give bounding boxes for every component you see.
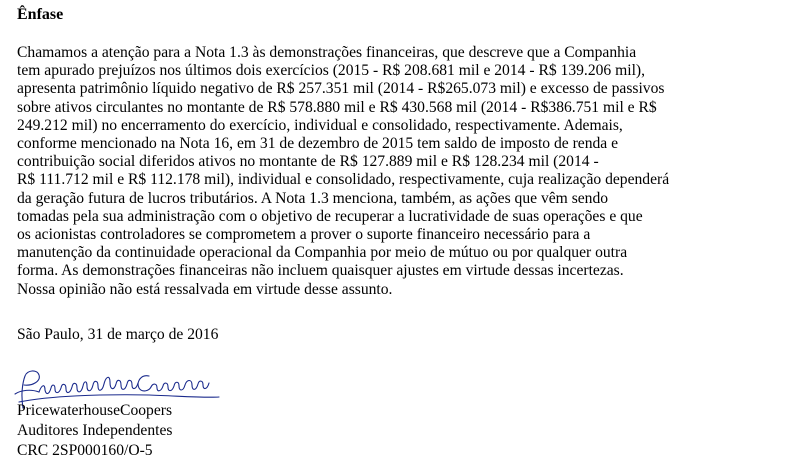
paragraph-line: sobre ativos circulantes no montante de R$ 578.880 mil e R$ 430.568 mil (2014 - R$386.751 mil e R$ [17, 98, 657, 116]
section-heading: Ênfase [17, 6, 64, 23]
paragraph-line: R$ 111.712 mil e R$ 112.178 mil), individual e consolidado, respectivamente, cuja realização dependerá [17, 171, 670, 189]
emphasis-paragraph [17, 44, 785, 299]
paragraph-line: tem apurado prejuízos nos últimos dois exercícios (2015 - R$ 208.681 mil e 2014 - R$ 139.206 mil), [17, 62, 645, 80]
firm-registration: CRC 2SP000160/O-5 [17, 442, 153, 459]
paragraph-line: contribuição social diferidos ativos no montante de R$ 127.889 mil e R$ 128.234 mil (2014 - [17, 153, 599, 171]
paragraph-line: da geração futura de lucros tributários. A Nota 1.3 menciona, também, as ações que vêm sendo [17, 189, 609, 207]
paragraph-line: 249.212 mil) no encerramento do exercício, individual e consolidado, respectivamente. Ademais, [17, 116, 623, 134]
place-date-line: São Paulo, 31 de março de 2016 [17, 326, 219, 343]
firm-name: PricewaterhouseCoopers [17, 402, 173, 419]
paragraph-line: forma. As demonstrações financeiras não incluem quaisquer ajustes em virtude dessas incertezas. [17, 262, 624, 280]
paragraph-line: tomadas pela sua administração com o objetivo de recuperar a lucratividade de suas operações e que [17, 207, 643, 225]
paragraph-line: Nossa opinião não está ressalvada em virtude desse assunto. [17, 280, 393, 298]
paragraph-line: apresenta patrimônio líquido negativo de R$ 257.351 mil (2014 - R$265.073 mil) e excesso de passivos [17, 80, 665, 98]
paragraph-line: Chamamos a atenção para a Nota 1.3 às demonstrações financeiras, que descreve que a Companhia [17, 44, 637, 61]
paragraph-line: os acionistas controladores se comprometem a prover o suporte financeiro necessário para a [17, 226, 591, 244]
paragraph-line: conforme mencionado na Nota 16, em 31 de dezembro de 2015 tem saldo de imposto de renda e [17, 135, 619, 153]
paragraph-line: manutenção da continuidade operacional da Companhia por meio de mútuo ou por qualquer outra [17, 244, 628, 262]
firm-role: Auditores Independentes [17, 422, 173, 439]
firm-identification [17, 401, 172, 461]
